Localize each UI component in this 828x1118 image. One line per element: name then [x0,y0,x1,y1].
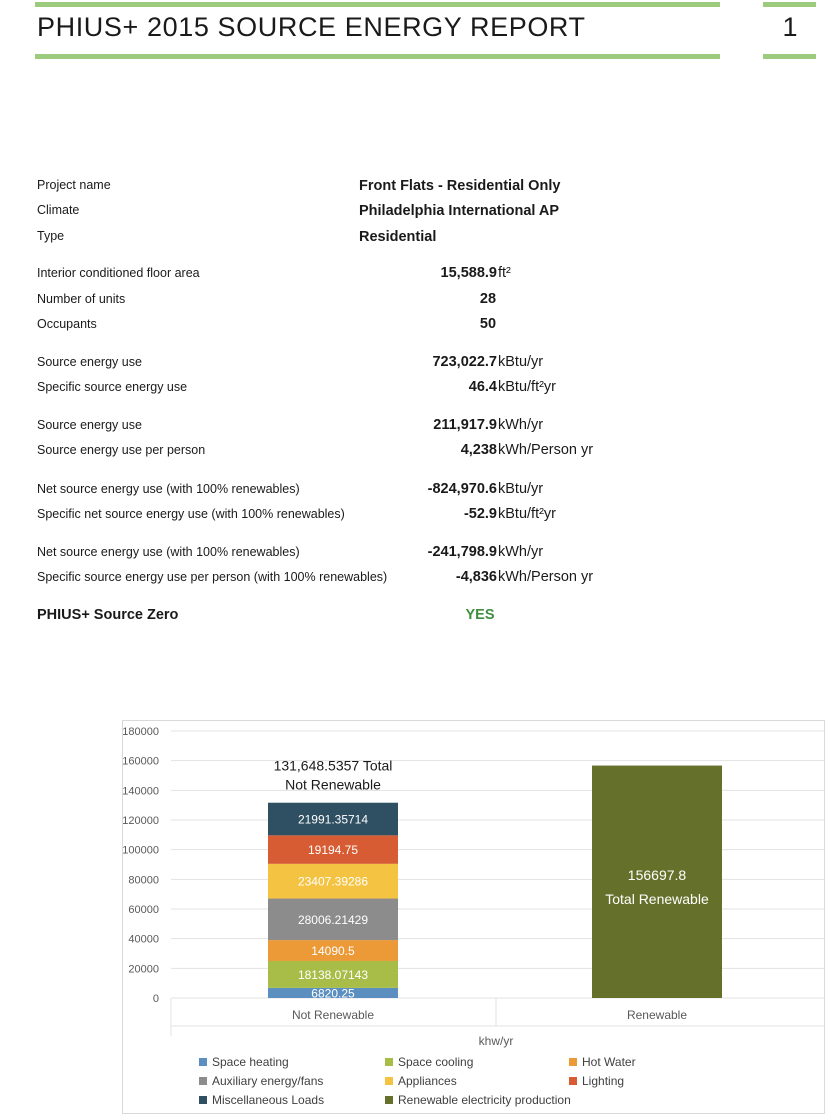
legend-label: Space cooling [398,1055,474,1069]
metric-unit: kWh/yr [498,417,544,433]
energy-chart-panel [122,720,825,1114]
data-label: 23407.39286 [297,874,369,889]
legend-space-cooling [385,1055,473,1069]
info-value: Front Flats - Residential Only [359,178,561,194]
legend-swatch-icon [569,1058,577,1066]
metric-value: 211,917.9 [433,417,497,433]
metric-label: Specific source energy use per person (with 100% renewables) [37,570,388,584]
metric-row-net-per-person [0,568,828,590]
y-tick-label: 180000 [123,726,159,738]
metric-value: -241,798.9 [427,544,497,560]
metric-unit: kBtu/yr [498,481,544,497]
metric-unit: ft² [498,265,511,281]
y-tick-label: 60000 [128,904,159,916]
metric-label: Specific source energy use [37,380,188,394]
y-tick-label: 40000 [128,933,159,946]
metric-unit: kWh/Person yr [498,569,594,585]
metric-row-energy-per-person [0,441,828,463]
y-tick-label: 20000 [128,963,159,976]
metric-label: Specific net source energy use (with 100% renewables) [37,507,345,521]
legend-label: Space heating [212,1055,289,1069]
metric-row-net-source-kbtu [0,480,828,502]
page-number-bottom-rule [763,54,816,59]
legend-auxiliary [199,1074,323,1088]
metric-row-source-energy-kbtu [0,353,828,375]
legend-swatch-icon [569,1077,577,1085]
metric-label: Number of units [37,292,126,306]
legend-swatch-icon [385,1096,393,1104]
metric-row-specific-source-energy [0,378,828,400]
y-tick-label: 120000 [123,815,159,827]
metric-value: 4,238 [460,442,497,458]
metric-value: 46.4 [468,379,497,395]
metric-value: 723,022.7 [432,354,497,370]
legend-swatch-icon [385,1077,393,1085]
data-label: 18138.07143 [297,967,369,982]
metric-value: -52.9 [463,506,497,522]
info-row-climate [0,201,828,223]
data-label: 28006.21429 [297,912,369,927]
metric-unit: kBtu/yr [498,354,544,370]
legend-label: Lighting [582,1074,625,1088]
category-label: Renewable [626,1008,688,1022]
metric-label: Source energy use [37,418,142,432]
info-label: Type [37,229,65,243]
metric-label: Source energy use per person [37,443,206,457]
data-label: 156697.8 [627,866,687,883]
metric-value: -824,970.6 [427,481,497,497]
metric-value: 28 [479,291,497,307]
y-tick-label: 140000 [123,785,159,798]
y-tick-label: 100000 [123,844,159,857]
metric-row-units [0,290,828,312]
metric-unit: kBtu/ft²yr [498,506,557,522]
metric-label: Net source energy use (with 100% renewables) [37,482,300,496]
info-value: Residential [359,229,437,245]
legend-misc-loads [199,1093,324,1107]
metric-unit: kWh/yr [498,544,544,560]
annotation-not-renewable: Not Renewable [285,776,381,793]
data-label: 19194.75 [307,843,359,858]
page-number-top-rule [763,2,816,7]
source-zero-label: PHIUS+ Source Zero [37,607,179,623]
source-zero-row [0,606,828,628]
source-zero-status: YES [465,607,495,623]
page-number: 1 [782,12,798,42]
header-top-rule [35,2,720,7]
x-axis-title: khw/yr [478,1034,514,1048]
metric-value: 50 [479,316,497,332]
data-label: 21991.35714 [297,812,369,827]
header-bottom-rule [35,54,720,59]
legend-appliances [385,1074,457,1088]
metric-label: Source energy use [37,355,142,369]
metric-label: Net source energy use (with 100% renewables) [37,545,300,559]
report-title: PHIUS+ 2015 SOURCE ENERGY REPORT [37,12,586,42]
legend-swatch-icon [199,1058,207,1066]
metric-row-floor-area [0,264,828,286]
legend-hot-water [569,1055,636,1069]
data-label: 6820.25 [311,986,355,1001]
info-value: Philadelphia International AP [359,203,560,219]
legend-lighting [569,1074,624,1088]
metric-row-occupants [0,315,828,337]
metric-row-specific-net-source [0,505,828,527]
legend-label: Auxiliary energy/fans [212,1074,324,1088]
legend-renewable-production [385,1093,571,1107]
info-row-project-name [0,176,828,198]
legend-swatch-icon [199,1096,207,1104]
info-row-type [0,227,828,249]
metric-unit: kBtu/ft²yr [498,379,557,395]
y-tick-label: 80000 [128,874,159,887]
metric-value: -4,836 [455,569,497,585]
metric-label: Occupants [37,317,97,331]
chart-category-labels [292,1008,687,1022]
info-label: Climate [37,203,80,217]
annotation-total-renewable: Total Renewable [605,890,709,907]
legend-label: Renewable electricity production [398,1093,571,1107]
legend-space-heating [199,1055,289,1069]
info-label: Project name [37,178,111,192]
legend-label: Hot Water [582,1055,636,1069]
metric-value: 15,588.9 [440,265,497,281]
metric-unit: kWh/Person yr [498,442,594,458]
y-tick-label: 0 [152,993,159,1005]
metric-row-source-energy-kwh [0,416,828,438]
metric-row-net-source-kwh [0,543,828,565]
metric-label: Interior conditioned floor area [37,266,200,280]
y-tick-label: 160000 [123,755,159,768]
legend-label: Appliances [398,1074,457,1088]
annotation-total: 131,648.5357 Total [273,757,393,774]
legend-swatch-icon [385,1058,393,1066]
category-label: Not Renewable [291,1008,375,1022]
data-label: 14090.5 [311,944,355,959]
chart-y-axis [123,726,159,1005]
legend-label: Miscellaneous Loads [212,1093,325,1107]
legend-swatch-icon [199,1077,207,1085]
